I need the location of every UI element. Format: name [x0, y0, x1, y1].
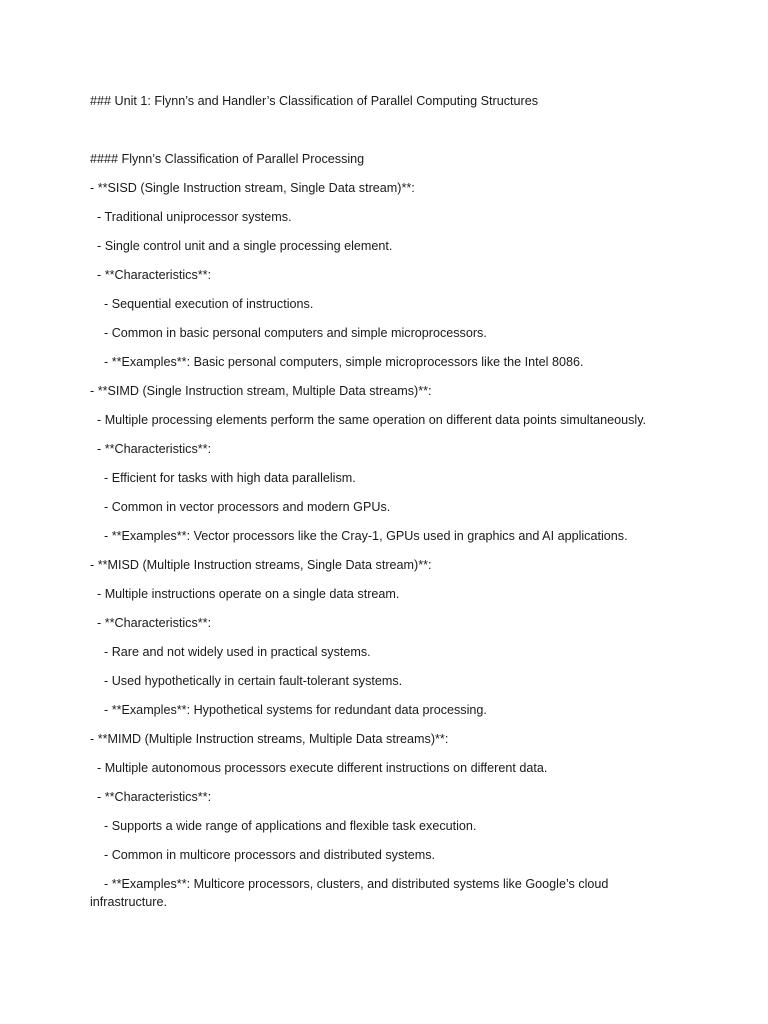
text-line: - Common in vector processors and modern GPUs. — [90, 500, 391, 514]
section-heading: #### Flynn’s Classification of Parallel Processing — [90, 152, 365, 166]
text-line: - **Examples**: Vector processors like the Cray-1, GPUs used in graphics and AI applications. — [90, 529, 628, 543]
text-line: - Single control unit and a single processing element. — [90, 239, 393, 253]
misd-item: - **MISD (Multiple Instruction streams, Single Data stream)**: — [90, 558, 432, 572]
text-line: - **Examples**: Hypothetical systems for redundant data processing. — [90, 703, 487, 717]
text-line: - Sequential execution of instructions. — [90, 297, 314, 311]
text-line: - **Characteristics**: — [90, 268, 212, 282]
text-line: - Traditional uniprocessor systems. — [90, 210, 292, 224]
document-body — [90, 92, 650, 922]
text-line: - Used hypothetically in certain fault-tolerant systems. — [90, 674, 403, 688]
text-line: - **Examples**: Basic personal computers, simple microprocessors like the Intel 8086. — [90, 355, 584, 369]
text-line: - **Characteristics**: — [90, 442, 212, 456]
sisd-item: - **SISD (Single Instruction stream, Single Data stream)**: — [90, 181, 415, 195]
text-line: - Efficient for tasks with high data parallelism. — [90, 471, 356, 485]
text-line: - Rare and not widely used in practical systems. — [90, 645, 371, 659]
text-line: - **Characteristics**: — [90, 790, 212, 804]
text-line: - Multiple instructions operate on a single data stream. — [90, 587, 400, 601]
text-line: - Common in multicore processors and distributed systems. — [90, 848, 436, 862]
unit-heading: ### Unit 1: Flynn’s and Handler’s Classification of Parallel Computing Structures — [90, 94, 539, 108]
text-line: - **Examples**: Multicore processors, clusters, and distributed systems like Google’s cloud infrastructure. — [90, 877, 612, 909]
text-line: - Common in basic personal computers and simple microprocessors. — [90, 326, 487, 340]
mimd-item: - **MIMD (Multiple Instruction streams, Multiple Data streams)**: — [90, 732, 449, 746]
text-line: - **Characteristics**: — [90, 616, 212, 630]
simd-item: - **SIMD (Single Instruction stream, Multiple Data streams)**: — [90, 384, 432, 398]
text-line: - Supports a wide range of applications and flexible task execution. — [90, 819, 477, 833]
text-line: - Multiple autonomous processors execute different instructions on different data. — [90, 761, 548, 775]
text-line: - Multiple processing elements perform the same operation on different data points simultaneously. — [90, 413, 647, 427]
